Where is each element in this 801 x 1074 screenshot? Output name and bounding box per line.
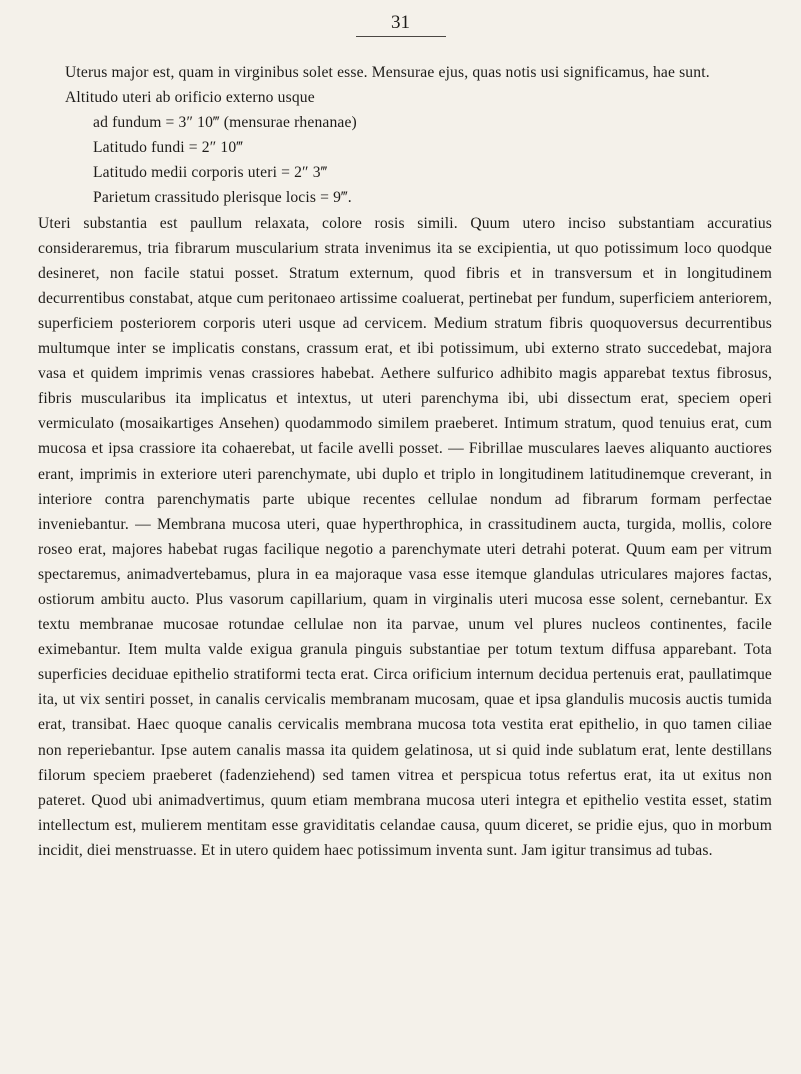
measurement-line: ad fundum = 3″ 10‴ (mensurae rhenanae) [93,114,357,132]
body-text [38,60,772,863]
intro-paragraph: Uterus major est, quam in virginibus solet esse. Mensurae ejus, quas notis usi significamus, hae sunt. [65,64,710,81]
measurement-line: Latitudo medii corporis uteri = 2″ 3‴ [93,164,328,182]
measurement-line: Parietum crassitudo plerisque locis = 9‴. [93,189,352,207]
main-paragraph: Uteri substantia est paullum relaxata, colore rosis simili. Quum utero inciso substantiam accuratius consideraremus, tria fibrarum muscularium strata invenimus ita se excipientia, ut quo potissimum loco quodque desineret, non facile statui posset. Stratum externum, quod fibris et in transversum et in longitudinem decurrentibus constabat, atque cum peritonaeo artissime coaluerat, pertinebat per fundum, superficiem anteriorem, superficiem posteriorem corporis uteri usque ad cervicem. Medium stratum fibris quoquoversus decurrentibus multumque inter se implicatis constans, crassum erat, et ibi potissimum, ubi externo strato succedebat, majora vasa et quidem imprimis venas crassiores habebat. Aethere sulfurico adhibito magis apparebat textus fibrosus, fibris muscularibus ita implicatus et intextus, ut uteri parenchyma ibi, ubi dissectum erat, speciem operi vermiculato (mosaikartiges Ansehen) quodammodo similem praeberet. Intimum stratum, quod tenuius erat, cum mucosa et ipsa crassiore ita cohaerebat, ut facile avelli posset. — Fibrillae musculares laeves aliquanto auctiores erant, imprimis in exteriore uteri parenchymate, ubi duplo et triplo in longitudinem latitudinemque creverant, in interiore contra parenchymatis parte ubique recentes cellulae nondum ad fibrarum formam perfectae inveniebantur. — Membrana mucosa uteri, quae hyperthrophica, in crassitudinem aucta, turgida, mollis, colore roseo erat, majores habebat rugas facilique negotio a parenchymate uteri detrahi poterat. Quum eam per vitrum spectaremus, animadvertebamus, plura in ea majoraque vasa esse itemque glandulas utriculares majores factas, ostiorum ambitu aucto. Plus vasorum capillarium, quam in virginalis uteri mucosa esse solent, cernebantur. Ex textu membranae mucosae rotundae cellulae non ita parvae, unum vel plures nucleos continentes, facile eximebantur. Item multa valde exigua granula pinguis substantiae per totum textum diffusa apparebant. Tota superficies deciduae epithelio stratiformi tecta erat. Circa orificium internum decidua pertenuis erat, paullatimque ita, ut vix sentiri posset, in canalis cervicalis membranam mucosam, quae et ipsa glandulis mucosis auctis tumida erat, transibat. Haec quoque canalis cervicalis membrana mucosa tota vestita erat epithelio, in quo tamen ciliae non reperiebantur. Ipse autem canalis massa ita quidem gelatinosa, ut si quid inde sublatum erat, lente destillans filorum speciem praeberet (fadenziehend) sed tamen vitrea et perspicua totus refertus erat, ita ut exitus non pateret. Quod ubi animadvertimus, quum etiam membrana mucosa uteri integra et epithelio vestita esset, statim intellectum est, mulierem mentitam esse graviditatis celandae causa, quum diceret, se pridie ejus, quo in morbum incidit, diei menstruasse. Et in utero quidem haec potissimum inventa sunt. Jam igitur transimus ad tubas. [38,214,772,859]
measurement-line: Latitudo fundi = 2″ 10‴ [93,139,243,157]
measurements-list [38,85,772,210]
page-number-rule [356,36,446,37]
page-number: 31 [391,12,410,33]
measurement-line: Altitudo uteri ab orificio externo usque [65,89,315,107]
